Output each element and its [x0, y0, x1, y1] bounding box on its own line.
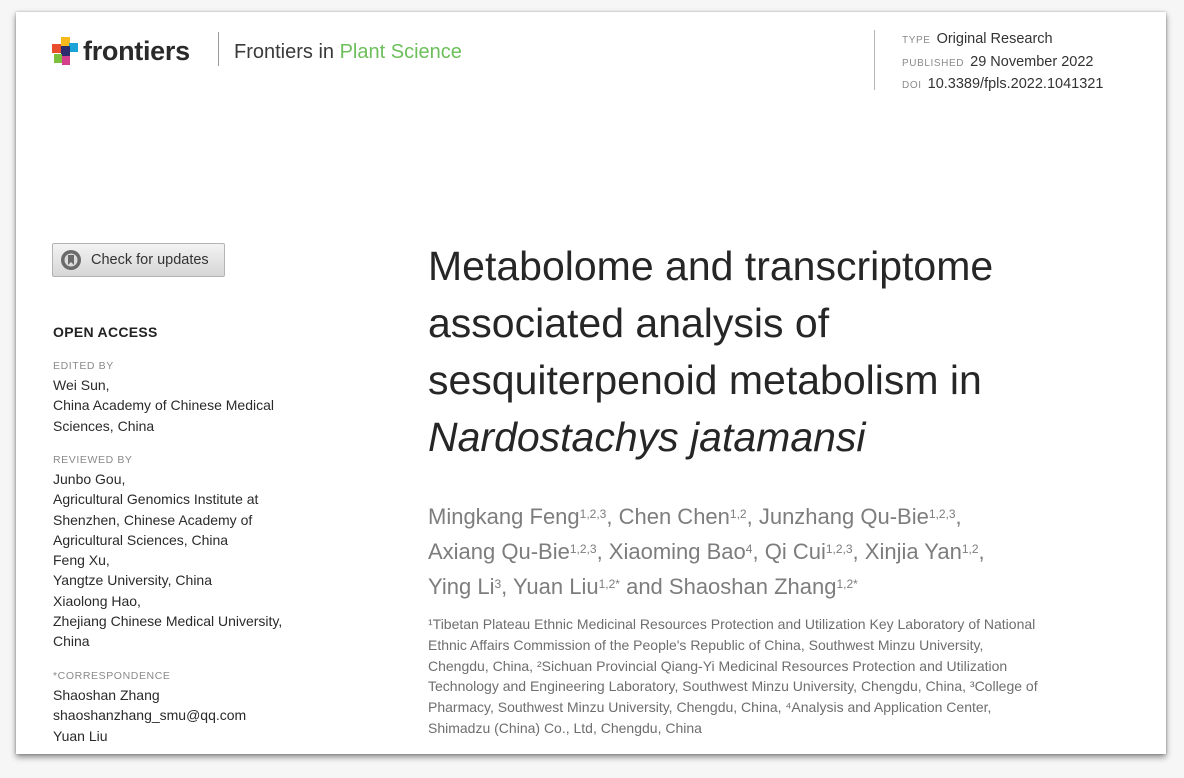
author-separator: ,: [752, 539, 765, 564]
edited-line: China Academy of Chinese Medical: [53, 397, 275, 414]
author-name[interactable]: Xiaoming Bao: [608, 539, 746, 564]
reviewed-line: China: [53, 633, 90, 650]
affiliation-line: Chengdu, China, ²Sichuan Provincial Qiang-Yi Medicinal Resources Protection and Utilization: [428, 657, 1008, 674]
reviewed-line: Shenzhen, Chinese Academy of: [53, 511, 253, 528]
meta-doi-key: DOI: [902, 80, 922, 91]
author-separator: ,: [852, 539, 865, 564]
author-name[interactable]: Ying Li: [428, 574, 495, 599]
author-separator: ,: [978, 539, 985, 564]
meta-published-value: 29 November 2022: [970, 53, 1094, 70]
affiliation-line: ¹Tibetan Plateau Ethnic Medicinal Resources Protection and Utilization Key Laboratory of National: [428, 616, 1036, 632]
journal-name[interactable]: [234, 41, 462, 64]
logo-wordmark: frontiers: [83, 35, 190, 66]
author-affiliation-marker: 1,2: [961, 542, 979, 556]
affiliation-line: Technology and Engineering Laboratory, Southwest Minzu University, Chengdu, China, ³College of: [428, 678, 1038, 695]
check-for-updates-button[interactable]: [52, 243, 225, 277]
meta-type-key: TYPE: [902, 35, 931, 46]
author-name[interactable]: Mingkang Feng: [428, 504, 580, 529]
author-list: [428, 499, 1148, 604]
author-name[interactable]: Shaoshan Zhang: [668, 574, 837, 599]
affiliation-line: Shimadzu (China) Co., Ltd, Chengdu, China: [428, 719, 702, 736]
affiliation-line: Pharmacy, Southwest Minzu University, Chengdu, China, ⁴Analysis and Application Center,: [428, 699, 992, 716]
meta-type-value: Original Research: [936, 31, 1053, 47]
author-affiliation-marker: 1,2*: [598, 577, 620, 591]
reviewed-by-heading: REVIEWED BY: [53, 454, 133, 466]
author-separator: ,: [606, 504, 619, 529]
reviewed-line: Feng Xu,: [53, 552, 110, 569]
author-affiliation-marker: 3: [494, 577, 502, 591]
author-line: [428, 569, 1148, 604]
frontiers-logo[interactable]: [52, 33, 190, 69]
title-line: sesquiterpenoid metabolism in: [428, 357, 982, 403]
article-meta: [902, 29, 1103, 97]
title-line: Metabolome and transcriptome: [428, 243, 994, 289]
meta-doi: [902, 74, 1103, 97]
edited-line: Wei Sun,: [53, 377, 110, 393]
author-name[interactable]: Yuan Liu: [512, 574, 599, 599]
author-affiliation-marker: 1,2,3: [928, 507, 956, 521]
header-divider: [218, 32, 219, 66]
author-separator: ,: [746, 504, 759, 529]
reviewed-line: Yangtze University, China: [53, 572, 212, 589]
edited-by-heading: EDITED BY: [53, 360, 114, 372]
affiliations: [428, 614, 1158, 739]
check-for-updates-label: Check for updates: [91, 252, 209, 268]
reviewed-line: Agricultural Genomics Institute at: [53, 491, 259, 508]
author-line: [428, 499, 1148, 534]
author-affiliation-marker: 1,2,3: [579, 507, 607, 521]
open-access-label: OPEN ACCESS: [53, 324, 158, 340]
meta-type: [902, 29, 1103, 52]
title-line: associated analysis of: [428, 300, 830, 346]
author-name[interactable]: Junzhang Qu-Bie: [758, 504, 929, 529]
author-name[interactable]: Chen Chen: [618, 504, 730, 529]
author-separator: ,: [501, 574, 513, 599]
author-name[interactable]: Axiang Qu-Bie: [428, 539, 570, 564]
author-separator: ,: [596, 539, 609, 564]
reviewed-line: Agricultural Sciences, China: [53, 531, 229, 548]
author-name[interactable]: Xinjia Yan: [864, 539, 962, 564]
article-page: [16, 12, 1166, 754]
reviewed-line: Xiaolong Hao,: [53, 592, 141, 609]
author-affiliation-marker: 1,2: [729, 507, 747, 521]
author-affiliation-marker: 1,2,3: [569, 542, 597, 556]
doi-link[interactable]: 10.3389/fpls.2022.1041321: [927, 76, 1104, 92]
meta-published: [902, 52, 1103, 75]
title-species-name: Nardostachys jatamansi: [428, 414, 866, 460]
correspondence-name: Shaoshan Zhang: [53, 687, 160, 703]
author-affiliation-marker: 4: [745, 542, 753, 556]
affiliation-line: Ethnic Affairs Commission of the People's Republic of China, Southwest Minzu University,: [428, 636, 984, 653]
journal-accent: Plant Science: [339, 41, 462, 63]
frontiers-logo-icon: [52, 35, 79, 67]
reviewed-line: Junbo Gou,: [53, 471, 126, 487]
author-name[interactable]: Qi Cui: [764, 539, 826, 564]
author-affiliation-marker: 1,2,3: [825, 542, 853, 556]
edited-line: Sciences, China: [53, 417, 155, 434]
reviewed-by-section: [53, 453, 343, 652]
correspondence-email[interactable]: shaoshanzhang_smu@qq.com: [53, 707, 247, 724]
correspondence-section: [53, 669, 343, 746]
edited-by-section: [53, 359, 343, 436]
meta-divider: [874, 30, 875, 90]
author-affiliation-marker: 1,2*: [836, 577, 858, 591]
meta-published-key: PUBLISHED: [902, 57, 965, 69]
article-title: [428, 238, 1148, 466]
correspondence-name: Yuan Liu: [53, 727, 108, 744]
correspondence-heading: *CORRESPONDENCE: [53, 670, 171, 682]
reviewed-line: Zhejiang Chinese Medical University,: [53, 613, 283, 630]
author-separator: ,: [955, 504, 962, 529]
crossmark-icon: [60, 249, 82, 271]
author-line: [428, 534, 1148, 569]
journal-prefix: Frontiers in: [234, 41, 340, 63]
author-separator: and: [619, 574, 669, 599]
